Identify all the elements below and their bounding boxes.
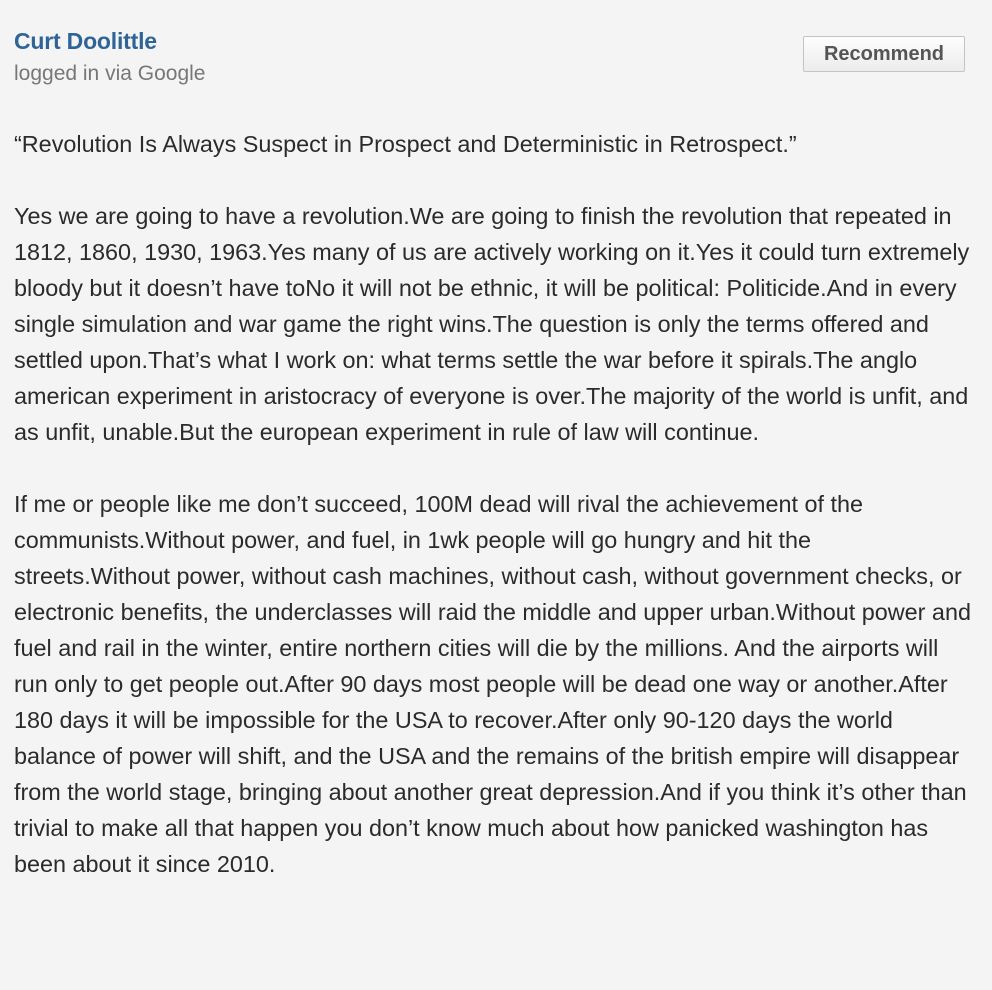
login-method-label: logged in via Google	[14, 62, 206, 85]
comment-body	[14, 126, 972, 882]
comment-paragraph-revolution: Yes we are going to have a revolution.We are going to finish the revolution that repeated in 1812, 1860, 1930, 1963.Yes many of us are actively working on it.Yes it could turn extremely bloody but it doesn’t have toNo it will not be ethnic, it will be political: Politicide.And in every single simulation and war game the right wins.The question is only the terms offered and settled upon.That’s what I work on: what terms settle the war before it spirals.The anglo american experiment in aristocracy of everyone is over.The majority of the world is unfit, and as unfit, unable.But the european experiment in rule of law will continue.	[14, 203, 970, 445]
comment	[14, 26, 972, 918]
comment-paragraph-consequences: If me or people like me don’t succeed, 100M dead will rival the achievement of the communists.Without power, and fuel, in 1wk people will go hungry and hit the streets.Without power, without cash machines, without cash, without government checks, or electronic benefits, the underclasses will raid the middle and upper urban.Without power and fuel and rail in the winter, entire northern cities will die by the millions. And the airports will run only to get people out.After 90 days most people will be dead one way or another.After 180 days it will be impossible for the USA to recover.After only 90-120 days the world balance of power will shift, and the USA and the remains of the british empire will disappear from the world stage, bringing about another great depression.And if you think it’s other than trivial to make all that happen you don’t know much about how panicked washington has been about it since 2010.	[14, 491, 971, 877]
author-name-link[interactable]: Curt Doolittle	[14, 28, 157, 54]
comment-header	[14, 26, 972, 90]
recommend-button[interactable]: Recommend	[803, 36, 965, 72]
comment-paragraph-quote: “Revolution Is Always Suspect in Prospect and Deterministic in Retrospect.”	[14, 131, 797, 157]
